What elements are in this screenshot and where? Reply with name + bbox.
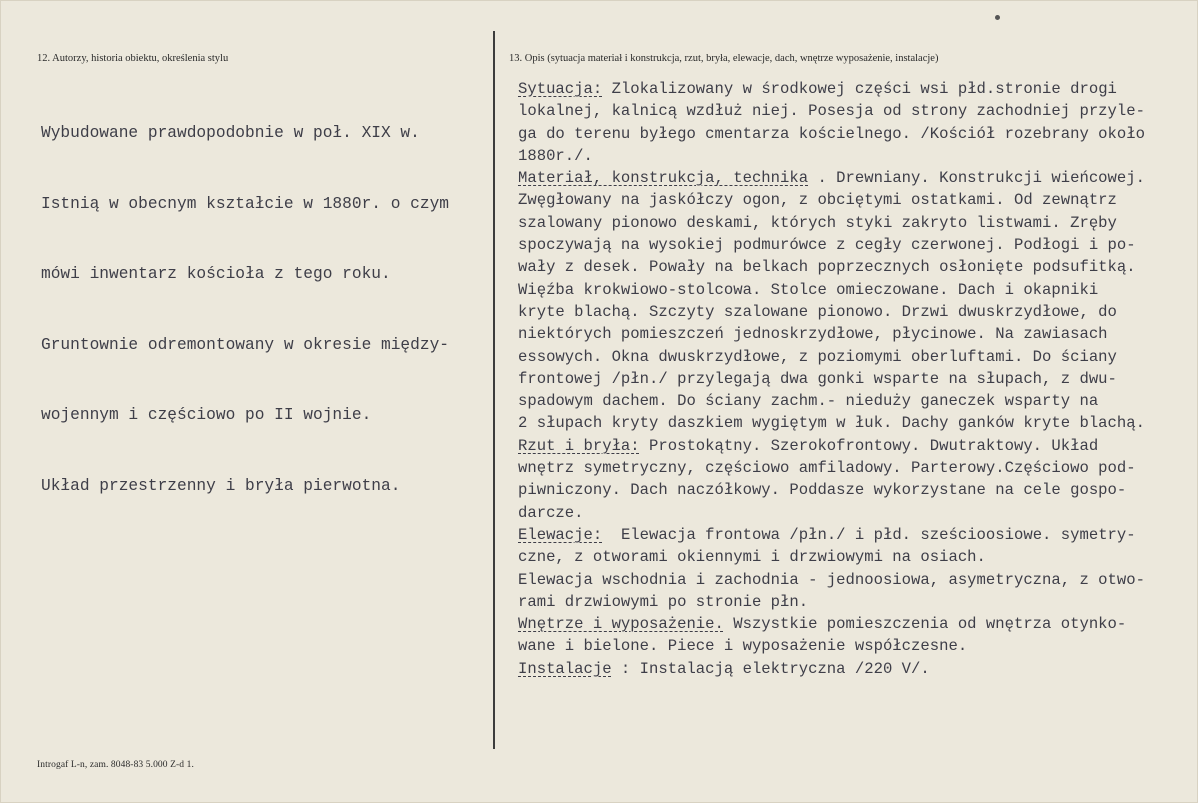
description-line-text: spoczywają na wysokiej podmurówce z cegły czerwonej. Podłogi i po-	[518, 236, 1136, 255]
description-line-text: wnętrz symetryczny, częściowo amfiladowy. Parterowy.Częściowo pod-	[518, 459, 1136, 478]
description-line	[518, 234, 1145, 256]
description-line-text: Elewacja wschodnia i zachodnia - jednoosiowa, asymetryczna, z otwo-	[518, 570, 1145, 589]
description-line	[518, 301, 1145, 323]
section-heading: Instalacje	[518, 659, 612, 678]
description-line-text: spadowym dachem. Do ściany zachm.- nieduży ganeczek wsparty na	[518, 392, 1099, 411]
description-line	[518, 524, 1145, 546]
description-line	[518, 390, 1145, 412]
description-line-text: piwniczony. Dach naczółkowy. Poddasze wykorzystane na cele gospo-	[518, 481, 1127, 500]
description-text	[518, 78, 1145, 680]
description-line-text: Wszystkie pomieszczenia od wnętrza otynko-	[723, 615, 1127, 634]
description-line-text: kryte blachą. Szczyty szalowane pionowo. Drzwi dwuskrzydłowe, do	[518, 302, 1117, 321]
description-line	[518, 256, 1145, 278]
column-divider	[493, 31, 495, 749]
description-line-text: Zwęgłowany na jaskółczy ogon, z obciętymi ostatkami. Od zewnątrz	[518, 191, 1117, 210]
description-line-text: Zlokalizowany w środkowej części wsi płd.stronie drogi	[602, 80, 1117, 98]
description-line-text: szalowany pionowo deskami, których styki zakryto listwami. Zręby	[518, 213, 1117, 232]
description-line	[518, 279, 1145, 301]
corner-mark	[995, 15, 1000, 20]
description-line	[518, 435, 1145, 457]
section-heading: Wnętrze i wyposażenie.	[518, 615, 724, 634]
description-line	[518, 658, 1145, 680]
description-line-text: . Drewniany. Konstrukcji wieńcowej.	[808, 169, 1145, 188]
printer-footer: Introgaf L-n, zam. 8048-83 5.000 Z-d 1.	[37, 760, 194, 770]
description-line-text: Elewacja frontowa /płn./ i płd. sześcioosiowe. symetry-	[602, 525, 1136, 544]
right-section-header: 13. Opis (sytuacja materiał i konstrukcja, rzut, bryła, elewacje, dach, wnętrze wyposażenie, instalacje)	[509, 53, 939, 64]
history-line: Wybudowane prawdopodobnie w poł. XIX w.	[41, 124, 420, 142]
description-line	[518, 368, 1145, 390]
description-line	[518, 412, 1145, 434]
description-line	[518, 145, 1145, 167]
description-line-text: niektórych pomieszczeń jednoskrzydłowe, płycinowe. Na zawiasach	[518, 325, 1108, 344]
history-line: Układ przestrzenny i bryła pierwotna.	[41, 476, 401, 495]
description-line	[518, 323, 1145, 345]
left-section-header: 12. Autorzy, historia obiektu, określenia stylu	[37, 53, 229, 64]
description-line-text: Więźba krokwiowo-stolcowa. Stolce omieczowane. Dach i okapniki	[518, 280, 1099, 299]
description-line-text: 2 słupach kryty daszkiem wygiętym w łuk. Dachy ganków kryte blachą.	[518, 414, 1145, 433]
description-line	[518, 457, 1145, 479]
description-line	[518, 502, 1145, 524]
history-line: Gruntownie odremontowany w okresie między-	[41, 335, 449, 354]
description-line-text: wały z desek. Powały na belkach poprzecznych osłonięte podsufitką.	[518, 258, 1136, 277]
section-heading: Rzut i bryła:	[518, 436, 640, 455]
description-line	[518, 613, 1145, 635]
description-line-text: 1880r./.	[518, 146, 593, 165]
description-line	[518, 78, 1145, 100]
description-line-text: frontowej /płn./ przylegają dwa gonki wsparte na słupach, z dwu-	[518, 369, 1117, 388]
description-line	[518, 635, 1145, 657]
description-line-text: darcze.	[518, 503, 584, 522]
description-line	[518, 100, 1145, 122]
description-line	[518, 479, 1145, 501]
history-text	[41, 75, 449, 545]
description-line	[518, 123, 1145, 145]
description-line-text: rami drzwiowymi po stronie płn.	[518, 592, 809, 611]
description-line	[518, 569, 1145, 591]
description-line-text: : Instalacją elektryczna /220 V/.	[611, 659, 930, 678]
history-line: Istnią w obecnym kształcie w 1880r. o czym	[41, 194, 449, 213]
description-line-text: wane i bielone. Piece i wyposażenie współczesne.	[518, 637, 968, 656]
section-heading: Sytuacja:	[518, 80, 603, 98]
description-line-text: ga do terenu byłego cmentarza kościelnego. /Kościół rozebrany około	[518, 124, 1145, 143]
description-line-text: essowych. Okna dwuskrzydłowe, z poziomymi oberluftami. Do ściany	[518, 347, 1117, 366]
history-line: wojennym i częściowo po II wojnie.	[41, 406, 372, 424]
section-heading: Materiał, konstrukcja, technika	[518, 169, 809, 188]
description-line	[518, 346, 1145, 368]
section-heading: Elewacje:	[518, 525, 603, 544]
description-line	[518, 546, 1145, 568]
history-line: mówi inwentarz kościoła z tego roku.	[41, 265, 391, 283]
description-line	[518, 212, 1145, 234]
description-line-text: Prostokątny. Szerokofrontowy. Dwutraktowy. Układ	[639, 436, 1099, 455]
description-line	[518, 167, 1145, 189]
description-line	[518, 189, 1145, 211]
description-line-text: czne, z otworami okiennymi i drzwiowymi na osiach.	[518, 548, 986, 567]
description-line	[518, 591, 1145, 613]
description-line-text: lokalnej, kalnicą wzdłuż niej. Posesja od strony zachodniej przyle-	[518, 102, 1145, 121]
